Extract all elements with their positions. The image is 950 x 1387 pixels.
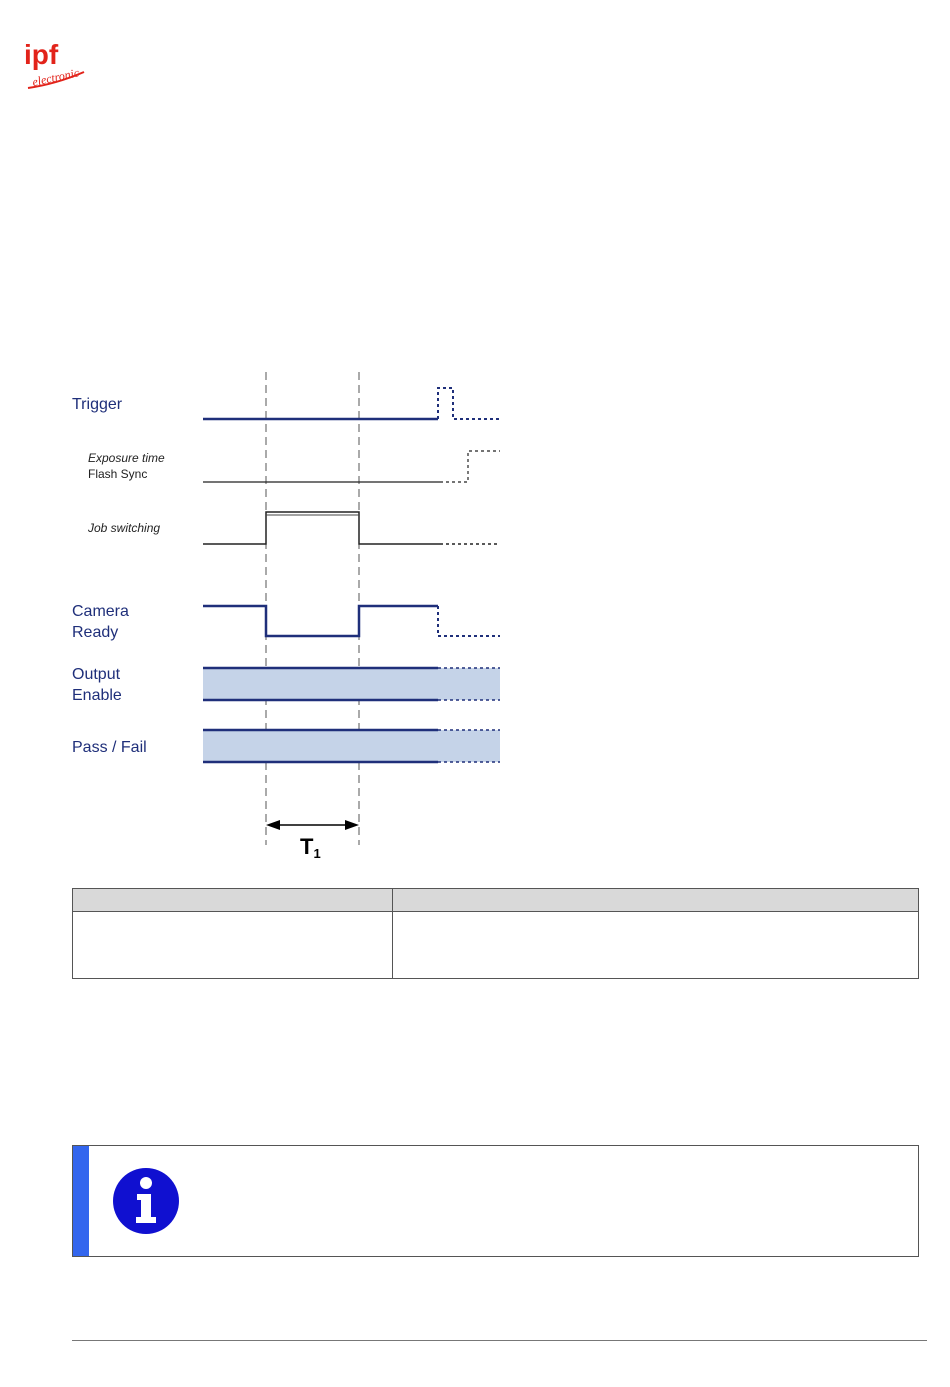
pass-fail-band — [203, 730, 500, 762]
trigger-waveform — [203, 388, 500, 419]
trigger-label: Trigger — [72, 396, 123, 413]
table-cell — [73, 912, 393, 979]
timing-diagram-svg — [0, 360, 950, 870]
camera-label: Camera — [72, 603, 129, 620]
enable-label: Enable — [72, 687, 122, 704]
ready-label: Ready — [72, 624, 119, 641]
ipf-electronic-logo — [22, 36, 92, 92]
footer-divider — [72, 1340, 927, 1341]
output-label: Output — [72, 666, 121, 683]
exposure-flash-waveform — [203, 451, 500, 482]
logo-subtext: electronic — [30, 65, 81, 90]
table-header-row — [73, 889, 919, 912]
table-row — [73, 912, 919, 979]
logo-text: ipf — [24, 39, 59, 70]
exposure-time-label: Exposure time — [88, 451, 165, 465]
output-enable-band — [203, 668, 500, 700]
table-header-cell — [73, 889, 393, 912]
flash-sync-label — [88, 466, 147, 482]
info-note-box — [72, 1145, 919, 1257]
t1-subscript: 1 — [313, 846, 321, 861]
t1-letter: T — [300, 834, 314, 859]
flash-sync-text: Flash Sync — [88, 467, 148, 481]
pass-fail-label: Pass / Fail — [72, 739, 147, 756]
camera-ready-waveform — [203, 606, 500, 636]
t1-label — [300, 834, 321, 861]
job-switching-label: Job switching — [88, 521, 161, 535]
info-icon — [112, 1167, 180, 1235]
job-switching-waveform — [203, 512, 500, 544]
timing-diagram — [0, 360, 950, 870]
table-cell — [393, 912, 919, 979]
t1-interval-arrow — [266, 820, 359, 830]
timing-parameter-table — [72, 888, 919, 979]
table-header-cell — [393, 889, 919, 912]
note-accent-bar — [73, 1146, 89, 1256]
